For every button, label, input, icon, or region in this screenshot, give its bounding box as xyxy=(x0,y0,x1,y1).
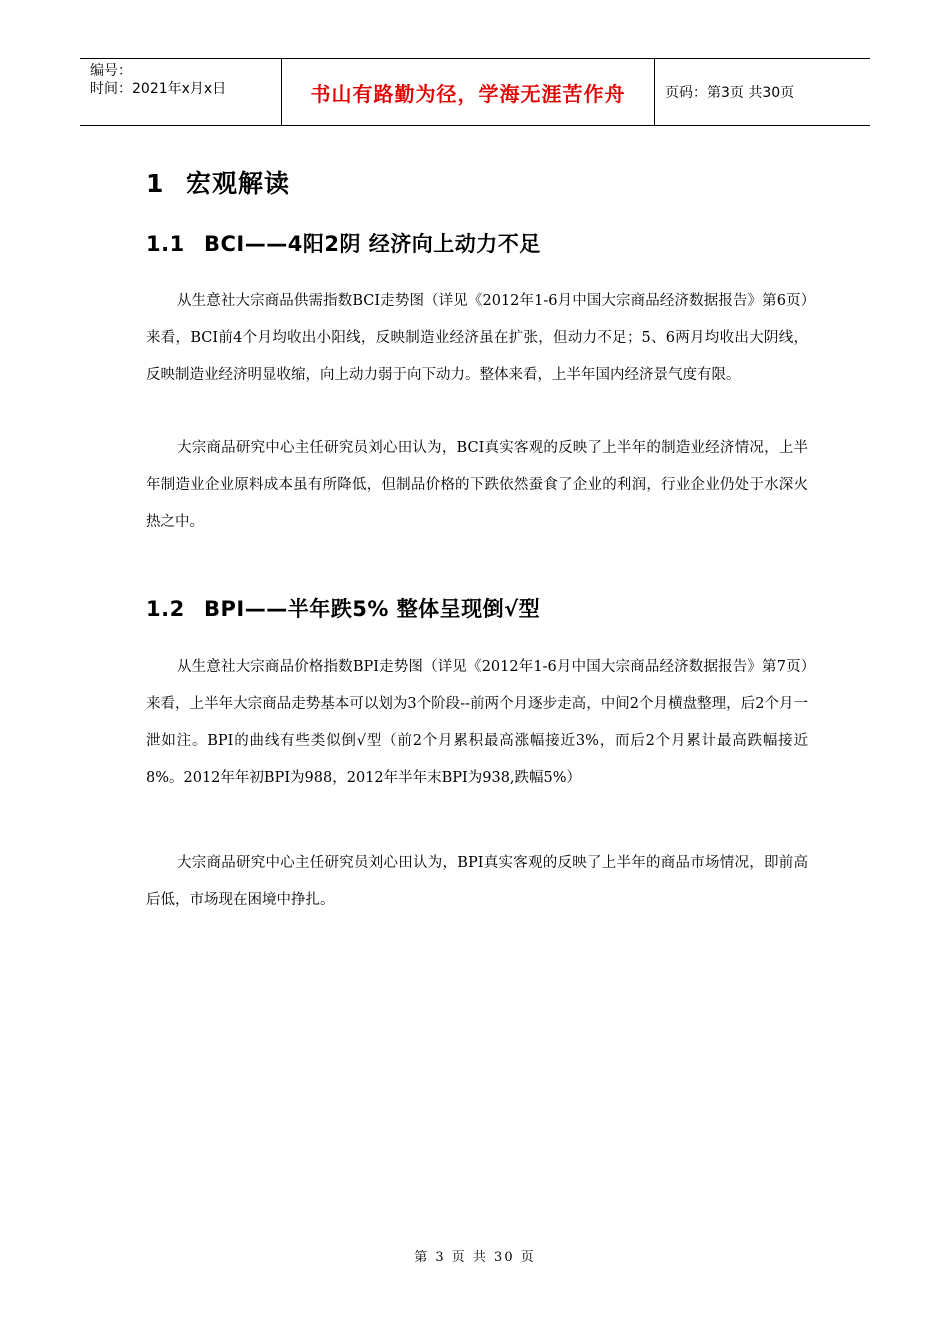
date-label: 时间：2021年x月x日 xyxy=(90,81,227,97)
subsection-title: BCI——4阳2阴 经济向上动力不足 xyxy=(204,232,541,256)
subsection-number: 1.2 xyxy=(146,597,185,621)
subsection-number: 1.1 xyxy=(146,232,185,256)
subsection-title: BPI——半年跌5% 整体呈现倒√型 xyxy=(204,597,541,621)
page-footer: 第 3 页 共 30 页 xyxy=(414,1250,536,1265)
section-number: 1 xyxy=(146,169,165,198)
document-header xyxy=(80,58,870,126)
serial-number-label: 编号： xyxy=(90,63,132,79)
section-heading xyxy=(146,164,290,200)
section-title: 宏观解读 xyxy=(186,169,291,198)
body-paragraph: 大宗商品研究中心主任研究员刘心田认为，BPI真实客观的反映了上半年的商品市场情况，即前高后低，市场现在困境中挣扎。 xyxy=(146,855,808,908)
header-meta xyxy=(80,59,281,125)
header-motto: 书山有路勤为径，学海无涯苦作舟 xyxy=(281,59,655,125)
header-page-info: 页码：第3页 共30页 xyxy=(665,85,795,101)
subsection-heading xyxy=(146,228,541,258)
body-paragraph: 大宗商品研究中心主任研究员刘心田认为，BCI真实客观的反映了上半年的制造业经济情况，上半年制造业企业原料成本虽有所降低，但制品价格的下跌依然蚕食了企业的利润，行业企业仍处于水深火热之中。 xyxy=(146,440,808,530)
body-paragraph: 从生意社大宗商品价格指数BPI走势图（详见《2012年1-6月中国大宗商品经济数据报告》第7页）来看，上半年大宗商品走势基本可以划为3个阶段--前两个月逐步走高，中间2个月横盘整理，后2个月一泄如注。BPI的曲线有些类似倒√型（前2个月累积最高涨幅接近3%，而后2个月累计最高跌幅接近8%。2012年年初BPI为988，2012年半年末BPI为938,跌幅5%） xyxy=(146,659,808,786)
body-paragraph: 从生意社大宗商品供需指数BCI走势图（详见《2012年1-6月中国大宗商品经济数据报告》第6页）来看，BCI前4个月均收出小阳线，反映制造业经济虽在扩张，但动力不足；5、6两月均收出大阴线，反映制造业经济明显收缩，向上动力弱于向下动力。整体来看，上半年国内经济景气度有限。 xyxy=(146,293,808,383)
subsection-heading xyxy=(146,593,540,623)
